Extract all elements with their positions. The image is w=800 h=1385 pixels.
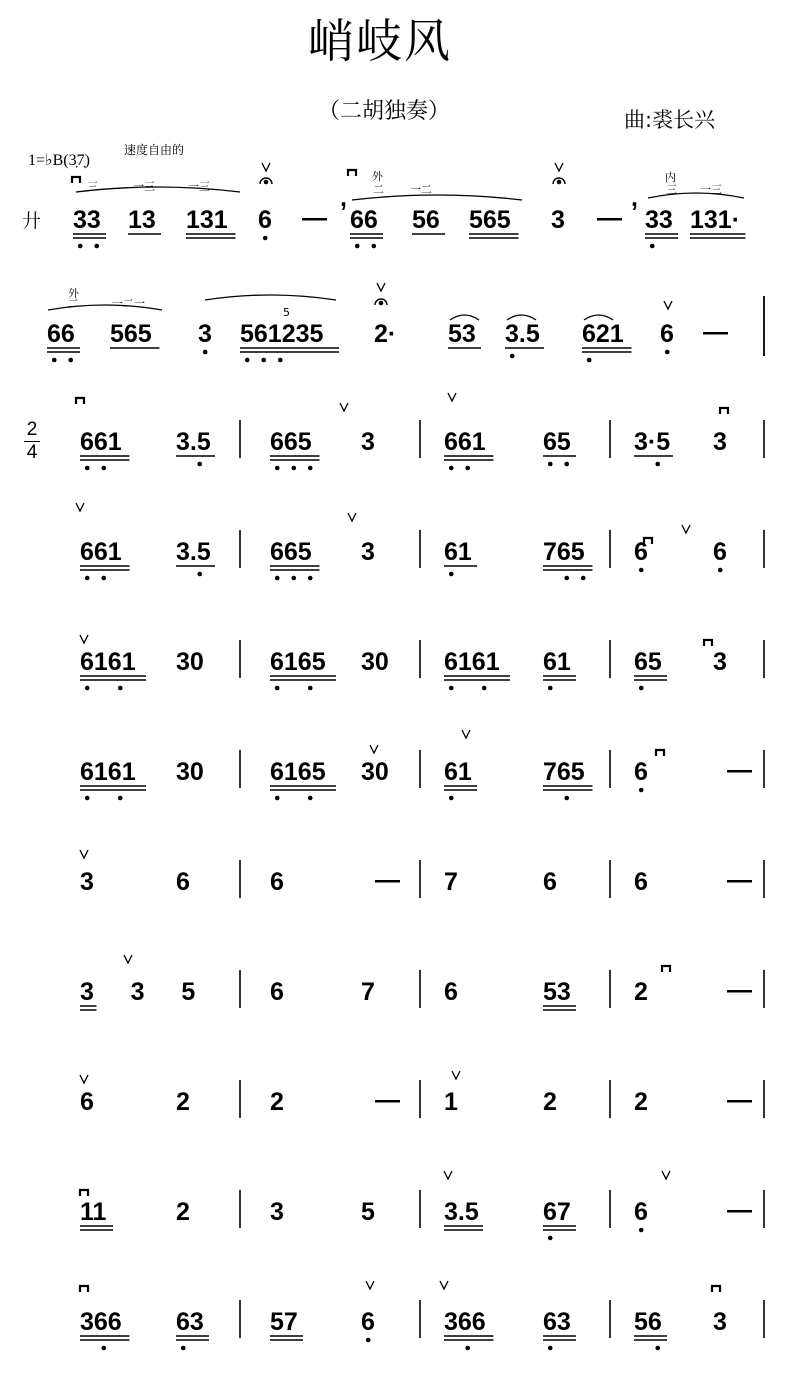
- fermata-dot: [557, 180, 562, 185]
- fingering-mark: 三: [666, 183, 677, 196]
- note-group: 65: [634, 648, 662, 676]
- accent-mark: [664, 301, 672, 309]
- octave-dot: [94, 244, 99, 249]
- note-group: 6: [634, 538, 648, 566]
- note-group: 3·5: [634, 428, 671, 456]
- dash-mark: —: [727, 1086, 752, 1114]
- note-group: 61: [444, 538, 472, 566]
- page-title: 峭岐风: [308, 14, 452, 68]
- octave-dot: [371, 244, 376, 249]
- note-group: 1: [444, 1088, 458, 1116]
- note-group: 3: [551, 206, 565, 234]
- note-group: 6: [713, 538, 727, 566]
- dash-mark: —: [727, 1196, 752, 1224]
- fermata-dot: [379, 301, 384, 306]
- note-group: 56: [412, 206, 440, 234]
- accent-mark: [452, 1071, 460, 1079]
- note-group: 3: [713, 1308, 727, 1336]
- octave-dot: [465, 1346, 470, 1351]
- note-group: 3: [80, 868, 94, 896]
- octave-dot: [587, 358, 592, 363]
- note-group: 3: [361, 428, 375, 456]
- note-group: 56: [634, 1308, 662, 1336]
- note-group: 13: [128, 206, 156, 234]
- note-group: 765: [543, 758, 585, 786]
- fingering-mark: 外: [372, 170, 383, 183]
- octave-dot: [101, 466, 106, 471]
- down-bow-mark: [80, 1190, 88, 1196]
- note-group: 2: [270, 1088, 284, 1116]
- octave-dot: [118, 796, 123, 801]
- fermata-dot: [264, 180, 269, 185]
- note-group: 6: [543, 868, 557, 896]
- dash-mark: —: [597, 204, 622, 232]
- octave-dot: [245, 358, 250, 363]
- octave-dot: [275, 576, 280, 581]
- note-group: 63: [176, 1308, 204, 1336]
- octave-dot: [639, 568, 644, 573]
- note-group: 63: [543, 1308, 571, 1336]
- note-group: 366: [444, 1308, 486, 1336]
- note-group: 30: [176, 758, 204, 786]
- note-group: 5: [361, 1198, 375, 1226]
- note-group: 33: [73, 206, 101, 234]
- octave-dot: [548, 462, 553, 467]
- octave-dot: [655, 1346, 660, 1351]
- note-group: 2: [543, 1088, 557, 1116]
- note-group: 6: [176, 868, 190, 896]
- note-group: 565: [110, 320, 152, 348]
- octave-dot: [203, 350, 208, 355]
- accent-mark: [440, 1281, 448, 1289]
- accent-mark: [80, 635, 88, 643]
- octave-dot: [465, 466, 470, 471]
- note-group: 7: [444, 868, 458, 896]
- note-group: 661: [80, 428, 122, 456]
- note-group: 5: [181, 978, 196, 1006]
- tuning-label: 廾: [22, 210, 42, 232]
- octave-dot: [639, 1228, 644, 1233]
- note-group: 665: [270, 538, 312, 566]
- note-group: 7: [361, 978, 375, 1006]
- dash-mark: —: [727, 866, 752, 894]
- octave-dot: [655, 462, 660, 467]
- accent-mark: [377, 283, 385, 291]
- down-bow-mark: [704, 640, 712, 646]
- time-signature-numerator: 2: [26, 419, 38, 440]
- down-bow-mark: [720, 408, 728, 414]
- octave-dot: [449, 572, 454, 577]
- fingering-mark: 外: [68, 287, 79, 300]
- octave-dot: [564, 462, 569, 467]
- note-group: 6: [634, 758, 648, 786]
- fingering-mark: 一三: [188, 180, 210, 193]
- octave-dot: [85, 796, 90, 801]
- note-group: 131: [186, 206, 228, 234]
- long-slur: [648, 193, 744, 198]
- note-group: 3: [713, 648, 727, 676]
- accent-mark: [370, 745, 378, 753]
- accent-mark: [262, 163, 270, 171]
- subtitle: （二胡独奏）: [318, 99, 451, 124]
- note-group: 3: [713, 428, 727, 456]
- octave-dot: [355, 244, 360, 249]
- note-group: 2: [176, 1198, 190, 1226]
- note-group: 2: [176, 1088, 190, 1116]
- dash-mark: —: [703, 318, 728, 346]
- down-bow-mark: [80, 1286, 88, 1292]
- octave-dot: [449, 686, 454, 691]
- fingering-mark: 一二一: [112, 297, 145, 310]
- note-group: 2: [634, 1088, 648, 1116]
- octave-dot: [581, 576, 586, 581]
- octave-dot: [85, 686, 90, 691]
- octave-dot: [275, 466, 280, 471]
- octave-dot: [291, 466, 296, 471]
- accent-mark: [76, 503, 84, 511]
- note-group: 3.5: [176, 428, 211, 456]
- accent-mark: [340, 403, 348, 411]
- octave-dot: [85, 576, 90, 581]
- breath-mark: ,: [631, 184, 638, 212]
- note-group: 6161: [80, 648, 136, 676]
- octave-dot: [665, 350, 670, 355]
- note-group: 131·: [690, 206, 741, 234]
- octave-dot: [308, 686, 313, 691]
- note-group: 6: [634, 1198, 648, 1226]
- accent-mark: [462, 730, 470, 738]
- octave-dot: [263, 236, 268, 241]
- octave-dot: [366, 1338, 371, 1343]
- accent-mark: [124, 955, 132, 963]
- accent-mark: [444, 1171, 452, 1179]
- accent-mark: [662, 1171, 670, 1179]
- note-group: 6165: [270, 648, 326, 676]
- note-group: 30: [361, 648, 389, 676]
- note-group: 66: [47, 320, 75, 348]
- octave-dot: [278, 358, 283, 363]
- note-group: 3: [198, 320, 212, 348]
- note-group: 61: [444, 758, 472, 786]
- note-group: 6: [270, 978, 284, 1006]
- note-group: 6: [361, 1308, 375, 1336]
- accent-mark: [80, 1075, 88, 1083]
- octave-dot: [78, 244, 83, 249]
- octave-dot: [308, 796, 313, 801]
- octave-dot: [275, 796, 280, 801]
- note-group: 6: [444, 978, 458, 1006]
- fingering-mark: 一三: [133, 180, 155, 193]
- accent-mark: [80, 850, 88, 858]
- note-group: 57: [270, 1308, 298, 1336]
- note-group: 3: [130, 978, 145, 1006]
- note-group: 6165: [270, 758, 326, 786]
- octave-dot: [291, 576, 296, 581]
- note-group: 565: [469, 206, 511, 234]
- octave-dot: [118, 686, 123, 691]
- fingering-mark: 二: [373, 183, 384, 196]
- fingering-mark: 一二: [410, 183, 432, 196]
- octave-dot: [52, 358, 57, 363]
- note-group: 3.5: [505, 320, 540, 348]
- note-group: 661: [444, 428, 486, 456]
- note-group: 53: [543, 978, 571, 1006]
- octave-dot: [548, 1346, 553, 1351]
- breath-mark: ,: [340, 184, 347, 212]
- down-bow-mark: [348, 170, 356, 176]
- note-group: 3.5: [444, 1198, 479, 1226]
- octave-dot: [181, 1346, 186, 1351]
- octave-dot: [308, 576, 313, 581]
- note-group: 3: [80, 978, 94, 1006]
- note-group: 366: [80, 1308, 122, 1336]
- key-signature: 1=♭B(3̣7̣): [28, 152, 90, 169]
- note-group: 61: [543, 648, 571, 676]
- accent-mark: [366, 1281, 374, 1289]
- down-bow-mark: [656, 750, 664, 756]
- octave-dot: [101, 1346, 106, 1351]
- note-group: 3.5: [176, 538, 211, 566]
- note-group: 6: [634, 868, 648, 896]
- dash-mark: —: [375, 1086, 400, 1114]
- fingering-mark: 5: [283, 306, 290, 319]
- note-group: 6161: [444, 648, 500, 676]
- octave-dot: [449, 796, 454, 801]
- note-group: 765: [543, 538, 585, 566]
- note-group: 3: [270, 1198, 284, 1226]
- accent-mark: [555, 163, 563, 171]
- accent-mark: [448, 393, 456, 401]
- note-group: 6: [660, 320, 674, 348]
- octave-dot: [449, 466, 454, 471]
- time-signature-denominator: 4: [26, 442, 38, 463]
- octave-dot: [275, 686, 280, 691]
- octave-dot: [197, 572, 202, 577]
- octave-dot: [718, 568, 723, 573]
- note-group: 561235: [240, 320, 324, 348]
- fingering-mark: 三: [87, 180, 98, 193]
- octave-dot: [101, 576, 106, 581]
- note-group: 30: [176, 648, 204, 676]
- fingering-mark: 内: [665, 171, 676, 184]
- dash-mark: —: [375, 866, 400, 894]
- down-bow-mark: [72, 177, 80, 183]
- octave-dot: [564, 796, 569, 801]
- note-group: 621: [582, 320, 624, 348]
- note-group: 6161: [80, 758, 136, 786]
- note-group: 6: [80, 1088, 94, 1116]
- octave-dot: [68, 358, 73, 363]
- dash-mark: —: [727, 976, 752, 1004]
- fingering-mark: 一三: [700, 183, 722, 196]
- note-group: 53: [448, 320, 476, 348]
- note-group: 66: [350, 206, 378, 234]
- octave-dot: [85, 466, 90, 471]
- note-group: 11: [80, 1198, 107, 1226]
- octave-dot: [261, 358, 266, 363]
- accent-mark: [348, 513, 356, 521]
- down-bow-mark: [712, 1286, 720, 1292]
- fingering-mark: 二: [68, 297, 79, 310]
- note-group: 33: [645, 206, 673, 234]
- octave-dot: [639, 686, 644, 691]
- composer-credit: 曲:裘长兴: [624, 108, 716, 132]
- down-bow-mark: [662, 966, 670, 972]
- accent-mark: [682, 525, 690, 533]
- note-group: 6: [270, 868, 284, 896]
- note-group: 3: [361, 538, 375, 566]
- octave-dot: [482, 686, 487, 691]
- octave-dot: [564, 576, 569, 581]
- long-slur: [205, 295, 336, 300]
- octave-dot: [548, 1236, 553, 1241]
- dash-mark: —: [302, 204, 327, 232]
- down-bow-mark: [76, 398, 84, 404]
- note-group: 30: [361, 758, 389, 786]
- long-slur: [76, 187, 240, 192]
- octave-dot: [639, 788, 644, 793]
- tempo-marking: 速度自由的: [124, 143, 185, 157]
- note-group: 6: [258, 206, 272, 234]
- dash-mark: —: [727, 756, 752, 784]
- octave-dot: [308, 466, 313, 471]
- note-group: 661: [80, 538, 122, 566]
- note-group: 67: [543, 1198, 571, 1226]
- octave-dot: [650, 244, 655, 249]
- octave-dot: [197, 462, 202, 467]
- octave-dot: [548, 686, 553, 691]
- note-group: 665: [270, 428, 312, 456]
- octave-dot: [510, 354, 515, 359]
- note-group: 65: [543, 428, 571, 456]
- note-group: 2: [634, 978, 648, 1006]
- note-group: 2·: [374, 320, 397, 348]
